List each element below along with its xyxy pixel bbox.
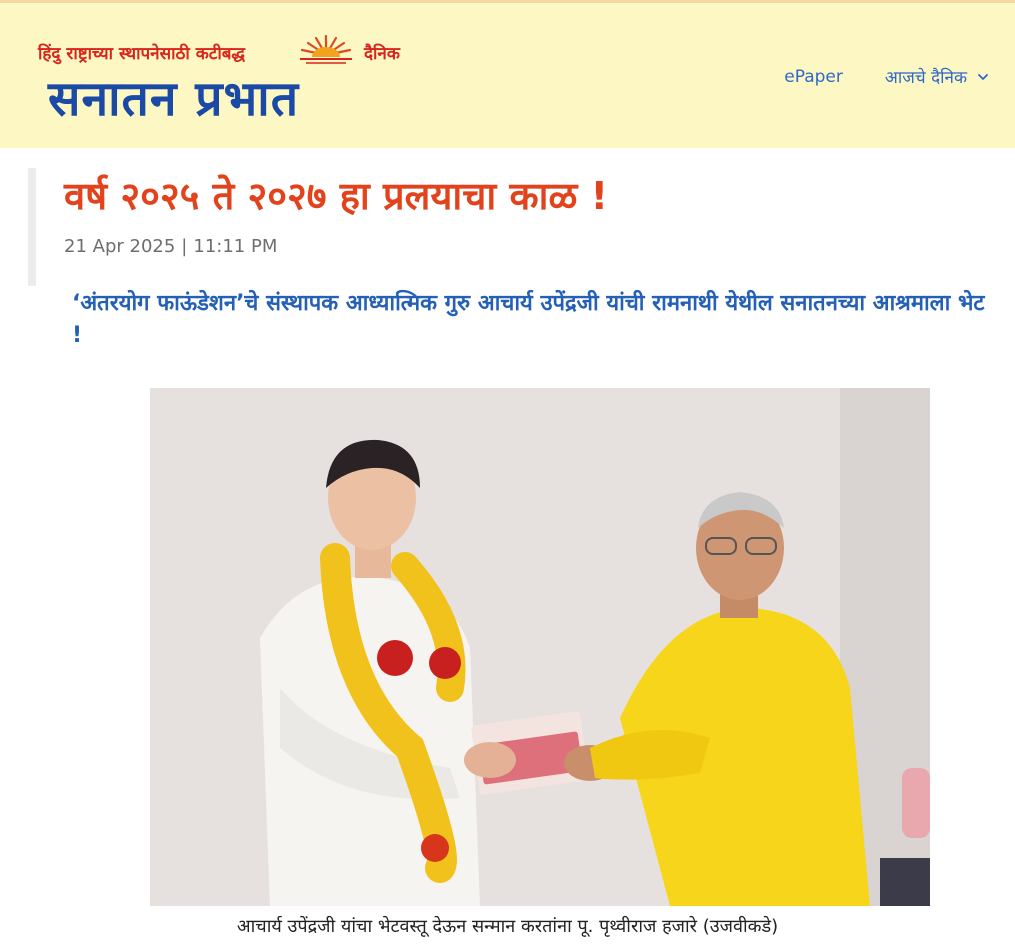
rising-sun-icon [296, 33, 356, 65]
meta-separator: | [181, 235, 188, 257]
nav-epaper-link[interactable]: ePaper [784, 66, 843, 87]
photo-caption: आचार्य उपेंद्रजी यांचा भेटवस्तू देऊन सन्मान करतांना पू. पृथ्वीराज हजारे (उजवीकडे) [236, 916, 779, 937]
masthead-title: सनातन प्रभात [48, 71, 300, 127]
article-meta [64, 236, 988, 257]
main-nav [784, 65, 989, 88]
photo-illustration [150, 388, 930, 906]
chevron-down-icon [977, 71, 989, 83]
logo-daily-label: दैनिक [364, 44, 400, 64]
article-time: 11:11 PM [193, 235, 278, 257]
article-photo [150, 388, 930, 906]
article-title-block [28, 168, 988, 286]
article-headline: वर्ष २०२५ ते २०२७ हा प्रलयाचा काळ ! [64, 174, 608, 218]
site-logo[interactable] [34, 33, 424, 138]
article-subtitle: ‘अंतरयोग फाऊंडेशन’चे संस्थापक आध्यात्मिक गुरु आचार्य उपेंद्रजी यांची रामनाथी येथील सनातनच्या आश्रमाला भेट ! [72, 291, 985, 348]
logo-tagline: हिंदु राष्ट्राच्या स्थापनेसाठी कटीबद्ध [38, 44, 246, 64]
site-header [0, 0, 1015, 148]
nav-daily-dropdown[interactable] [885, 65, 989, 88]
article-date: 21 Apr 2025 [64, 235, 176, 257]
nav-daily-label: आजचे दैनिक [884, 68, 967, 88]
